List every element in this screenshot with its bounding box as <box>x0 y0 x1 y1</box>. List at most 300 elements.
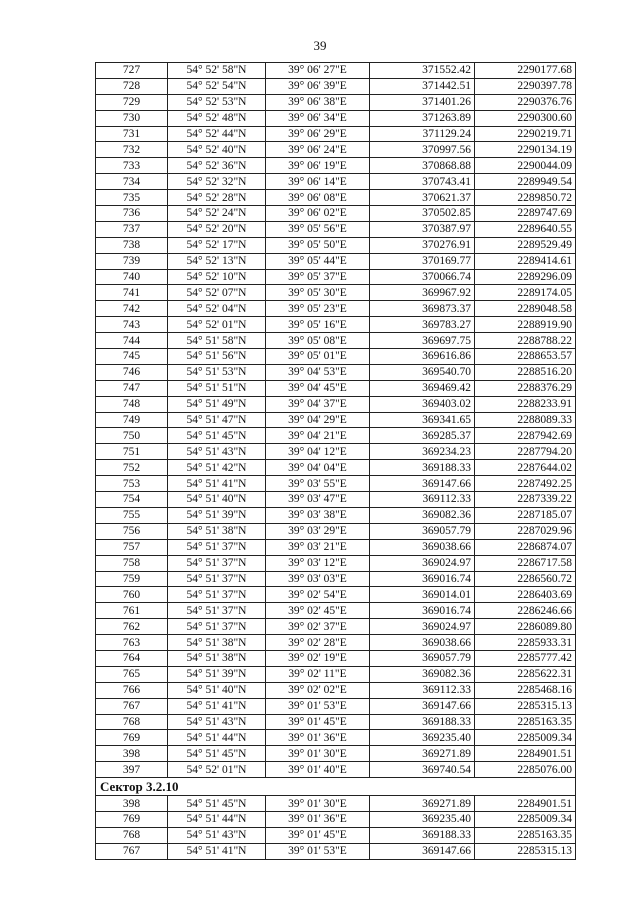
y-coordinate: 2288233.91 <box>475 396 576 412</box>
x-coordinate: 369341.65 <box>370 412 475 428</box>
x-coordinate: 369147.66 <box>370 698 475 714</box>
x-coordinate: 369697.75 <box>370 333 475 349</box>
x-coordinate: 369082.36 <box>370 666 475 682</box>
latitude: 54° 51' 45"N <box>168 746 266 762</box>
x-coordinate: 370997.56 <box>370 142 475 158</box>
y-coordinate: 2285163.35 <box>475 827 576 843</box>
point-number: 748 <box>96 396 168 412</box>
latitude: 54° 51' 39"N <box>168 507 266 523</box>
point-number: 756 <box>96 523 168 539</box>
point-number: 398 <box>96 746 168 762</box>
longitude: 39° 03' 47"E <box>266 492 370 508</box>
point-number: 734 <box>96 174 168 190</box>
y-coordinate: 2289640.55 <box>475 221 576 237</box>
x-coordinate: 369057.79 <box>370 523 475 539</box>
longitude: 39° 06' 29"E <box>266 126 370 142</box>
y-coordinate: 2285076.00 <box>475 762 576 778</box>
y-coordinate: 2286560.72 <box>475 571 576 587</box>
y-coordinate: 2287185.07 <box>475 507 576 523</box>
x-coordinate: 369112.33 <box>370 492 475 508</box>
point-number: 728 <box>96 78 168 94</box>
longitude: 39° 04' 04"E <box>266 460 370 476</box>
longitude: 39° 02' 54"E <box>266 587 370 603</box>
table-row <box>96 364 576 380</box>
longitude: 39° 06' 14"E <box>266 174 370 190</box>
point-number: 730 <box>96 110 168 126</box>
table-row <box>96 666 576 682</box>
point-number: 768 <box>96 827 168 843</box>
x-coordinate: 371129.24 <box>370 126 475 142</box>
x-coordinate: 369235.40 <box>370 811 475 827</box>
y-coordinate: 2284901.51 <box>475 746 576 762</box>
point-number: 742 <box>96 301 168 317</box>
point-number: 732 <box>96 142 168 158</box>
x-coordinate: 369234.23 <box>370 444 475 460</box>
y-coordinate: 2289949.54 <box>475 174 576 190</box>
table-row <box>96 523 576 539</box>
table-row <box>96 190 576 206</box>
table-row <box>96 555 576 571</box>
section-header <box>96 778 576 796</box>
table-row <box>96 827 576 843</box>
point-number: 769 <box>96 730 168 746</box>
table-row <box>96 269 576 285</box>
table-row <box>96 730 576 746</box>
x-coordinate: 370621.37 <box>370 190 475 206</box>
table-row <box>96 539 576 555</box>
point-number: 738 <box>96 237 168 253</box>
latitude: 54° 51' 45"N <box>168 796 266 812</box>
table-row <box>96 110 576 126</box>
latitude: 54° 51' 49"N <box>168 396 266 412</box>
y-coordinate: 2287339.22 <box>475 492 576 508</box>
longitude: 39° 06' 27"E <box>266 63 370 79</box>
latitude: 54° 51' 37"N <box>168 571 266 587</box>
x-coordinate: 369038.66 <box>370 635 475 651</box>
x-coordinate: 369057.79 <box>370 650 475 666</box>
table-row <box>96 444 576 460</box>
point-number: 735 <box>96 190 168 206</box>
longitude: 39° 01' 36"E <box>266 730 370 746</box>
x-coordinate: 369967.92 <box>370 285 475 301</box>
y-coordinate: 2290397.78 <box>475 78 576 94</box>
longitude: 39° 02' 19"E <box>266 650 370 666</box>
point-number: 754 <box>96 492 168 508</box>
latitude: 54° 52' 24"N <box>168 206 266 222</box>
longitude: 39° 06' 24"E <box>266 142 370 158</box>
latitude: 54° 51' 43"N <box>168 827 266 843</box>
point-number: 741 <box>96 285 168 301</box>
point-number: 398 <box>96 796 168 812</box>
latitude: 54° 51' 43"N <box>168 714 266 730</box>
point-number: 747 <box>96 380 168 396</box>
latitude: 54° 51' 53"N <box>168 364 266 380</box>
x-coordinate: 369188.33 <box>370 827 475 843</box>
longitude: 39° 01' 40"E <box>266 762 370 778</box>
latitude: 54° 52' 20"N <box>168 221 266 237</box>
y-coordinate: 2285777.42 <box>475 650 576 666</box>
page-number: 39 <box>313 38 327 53</box>
point-number: 753 <box>96 476 168 492</box>
y-coordinate: 2288788.22 <box>475 333 576 349</box>
x-coordinate: 369112.33 <box>370 682 475 698</box>
latitude: 54° 52' 01"N <box>168 762 266 778</box>
y-coordinate: 2289529.49 <box>475 237 576 253</box>
point-number: 751 <box>96 444 168 460</box>
table-row <box>96 460 576 476</box>
x-coordinate: 369147.66 <box>370 476 475 492</box>
x-coordinate: 370276.91 <box>370 237 475 253</box>
point-number: 731 <box>96 126 168 142</box>
latitude: 54° 51' 37"N <box>168 603 266 619</box>
longitude: 39° 03' 12"E <box>266 555 370 571</box>
latitude: 54° 51' 37"N <box>168 539 266 555</box>
longitude: 39° 05' 16"E <box>266 317 370 333</box>
latitude: 54° 51' 56"N <box>168 349 266 365</box>
point-number: 767 <box>96 843 168 859</box>
x-coordinate: 369403.02 <box>370 396 475 412</box>
x-coordinate: 369271.89 <box>370 746 475 762</box>
point-number: 752 <box>96 460 168 476</box>
point-number: 758 <box>96 555 168 571</box>
longitude: 39° 02' 37"E <box>266 619 370 635</box>
point-number: 397 <box>96 762 168 778</box>
table-row <box>96 714 576 730</box>
latitude: 54° 51' 37"N <box>168 619 266 635</box>
latitude: 54° 52' 32"N <box>168 174 266 190</box>
x-coordinate: 369188.33 <box>370 714 475 730</box>
x-coordinate: 369235.40 <box>370 730 475 746</box>
longitude: 39° 02' 11"E <box>266 666 370 682</box>
x-coordinate: 370169.77 <box>370 253 475 269</box>
y-coordinate: 2288653.57 <box>475 349 576 365</box>
y-coordinate: 2290300.60 <box>475 110 576 126</box>
y-coordinate: 2287794.20 <box>475 444 576 460</box>
latitude: 54° 52' 28"N <box>168 190 266 206</box>
point-number: 740 <box>96 269 168 285</box>
longitude: 39° 05' 30"E <box>266 285 370 301</box>
point-number: 769 <box>96 811 168 827</box>
x-coordinate: 369016.74 <box>370 571 475 587</box>
table-row <box>96 94 576 110</box>
y-coordinate: 2285933.31 <box>475 635 576 651</box>
x-coordinate: 371401.26 <box>370 94 475 110</box>
x-coordinate: 369082.36 <box>370 507 475 523</box>
y-coordinate: 2289048.58 <box>475 301 576 317</box>
y-coordinate: 2290219.71 <box>475 126 576 142</box>
table-row <box>96 603 576 619</box>
longitude: 39° 04' 29"E <box>266 412 370 428</box>
y-coordinate: 2286717.58 <box>475 555 576 571</box>
longitude: 39° 06' 19"E <box>266 158 370 174</box>
point-number: 767 <box>96 698 168 714</box>
longitude: 39° 03' 21"E <box>266 539 370 555</box>
longitude: 39° 03' 55"E <box>266 476 370 492</box>
y-coordinate: 2289850.72 <box>475 190 576 206</box>
point-number: 761 <box>96 603 168 619</box>
point-number: 736 <box>96 206 168 222</box>
x-coordinate: 369038.66 <box>370 539 475 555</box>
y-coordinate: 2285009.34 <box>475 811 576 827</box>
y-coordinate: 2284901.51 <box>475 796 576 812</box>
latitude: 54° 51' 41"N <box>168 698 266 714</box>
point-number: 764 <box>96 650 168 666</box>
table-row <box>96 571 576 587</box>
table-row <box>96 317 576 333</box>
y-coordinate: 2286246.66 <box>475 603 576 619</box>
x-coordinate: 371552.42 <box>370 63 475 79</box>
latitude: 54° 51' 37"N <box>168 587 266 603</box>
longitude: 39° 06' 02"E <box>266 206 370 222</box>
latitude: 54° 51' 40"N <box>168 682 266 698</box>
longitude: 39° 01' 36"E <box>266 811 370 827</box>
point-number: 766 <box>96 682 168 698</box>
table-row <box>96 380 576 396</box>
latitude: 54° 51' 44"N <box>168 811 266 827</box>
longitude: 39° 02' 28"E <box>266 635 370 651</box>
latitude: 54° 51' 38"N <box>168 523 266 539</box>
x-coordinate: 369285.37 <box>370 428 475 444</box>
x-coordinate: 370868.88 <box>370 158 475 174</box>
longitude: 39° 01' 53"E <box>266 843 370 859</box>
table-row <box>96 63 576 79</box>
y-coordinate: 2285315.13 <box>475 698 576 714</box>
table-row <box>96 796 576 812</box>
table-row <box>96 396 576 412</box>
longitude: 39° 01' 30"E <box>266 746 370 762</box>
latitude: 54° 52' 01"N <box>168 317 266 333</box>
latitude: 54° 51' 41"N <box>168 843 266 859</box>
y-coordinate: 2288376.29 <box>475 380 576 396</box>
table-row <box>96 301 576 317</box>
table-row <box>96 762 576 778</box>
y-coordinate: 2287029.96 <box>475 523 576 539</box>
point-number: 749 <box>96 412 168 428</box>
latitude: 54° 52' 17"N <box>168 237 266 253</box>
point-number: 759 <box>96 571 168 587</box>
point-number: 745 <box>96 349 168 365</box>
point-number: 757 <box>96 539 168 555</box>
table-row <box>96 811 576 827</box>
point-number: 763 <box>96 635 168 651</box>
longitude: 39° 02' 02"E <box>266 682 370 698</box>
x-coordinate: 370502.85 <box>370 206 475 222</box>
y-coordinate: 2286874.07 <box>475 539 576 555</box>
x-coordinate: 369024.97 <box>370 555 475 571</box>
y-coordinate: 2288089.33 <box>475 412 576 428</box>
y-coordinate: 2289747.69 <box>475 206 576 222</box>
latitude: 54° 51' 44"N <box>168 730 266 746</box>
longitude: 39° 01' 30"E <box>266 796 370 812</box>
y-coordinate: 2285622.31 <box>475 666 576 682</box>
point-number: 733 <box>96 158 168 174</box>
longitude: 39° 05' 56"E <box>266 221 370 237</box>
y-coordinate: 2289414.61 <box>475 253 576 269</box>
point-number: 744 <box>96 333 168 349</box>
point-number: 743 <box>96 317 168 333</box>
y-coordinate: 2288919.90 <box>475 317 576 333</box>
latitude: 54° 51' 39"N <box>168 666 266 682</box>
section-title-row <box>96 778 576 796</box>
table-row <box>96 507 576 523</box>
table-row <box>96 142 576 158</box>
table-row <box>96 253 576 269</box>
table-row <box>96 126 576 142</box>
point-number: 737 <box>96 221 168 237</box>
table-row <box>96 843 576 859</box>
x-coordinate: 369024.97 <box>370 619 475 635</box>
longitude: 39° 02' 45"E <box>266 603 370 619</box>
longitude: 39° 01' 53"E <box>266 698 370 714</box>
table-row <box>96 333 576 349</box>
point-number: 746 <box>96 364 168 380</box>
latitude: 54° 51' 42"N <box>168 460 266 476</box>
longitude: 39° 05' 01"E <box>266 349 370 365</box>
y-coordinate: 2289296.09 <box>475 269 576 285</box>
y-coordinate: 2286089.80 <box>475 619 576 635</box>
point-number: 762 <box>96 619 168 635</box>
table-row <box>96 174 576 190</box>
x-coordinate: 369616.86 <box>370 349 475 365</box>
longitude: 39° 06' 39"E <box>266 78 370 94</box>
longitude: 39° 03' 29"E <box>266 523 370 539</box>
longitude: 39° 05' 50"E <box>266 237 370 253</box>
latitude: 54° 52' 13"N <box>168 253 266 269</box>
x-coordinate: 369873.37 <box>370 301 475 317</box>
y-coordinate: 2285009.34 <box>475 730 576 746</box>
y-coordinate: 2285315.13 <box>475 843 576 859</box>
longitude: 39° 04' 21"E <box>266 428 370 444</box>
latitude: 54° 52' 54"N <box>168 78 266 94</box>
table-row <box>96 206 576 222</box>
latitude: 54° 51' 38"N <box>168 650 266 666</box>
latitude: 54° 51' 45"N <box>168 428 266 444</box>
table-row <box>96 412 576 428</box>
coordinates-table <box>95 62 576 860</box>
latitude: 54° 52' 40"N <box>168 142 266 158</box>
latitude: 54° 51' 58"N <box>168 333 266 349</box>
longitude: 39° 05' 37"E <box>266 269 370 285</box>
x-coordinate: 371442.51 <box>370 78 475 94</box>
point-number: 729 <box>96 94 168 110</box>
longitude: 39° 06' 38"E <box>266 94 370 110</box>
longitude: 39° 03' 03"E <box>266 571 370 587</box>
x-coordinate: 369740.54 <box>370 762 475 778</box>
longitude: 39° 05' 44"E <box>266 253 370 269</box>
point-number: 765 <box>96 666 168 682</box>
point-number: 727 <box>96 63 168 79</box>
point-number: 739 <box>96 253 168 269</box>
section-table-body <box>96 796 576 860</box>
latitude: 54° 51' 37"N <box>168 555 266 571</box>
latitude: 54° 51' 47"N <box>168 412 266 428</box>
longitude: 39° 05' 08"E <box>266 333 370 349</box>
table-row <box>96 78 576 94</box>
latitude: 54° 51' 43"N <box>168 444 266 460</box>
longitude: 39° 04' 37"E <box>266 396 370 412</box>
latitude: 54° 51' 40"N <box>168 492 266 508</box>
point-number: 750 <box>96 428 168 444</box>
latitude: 54° 52' 44"N <box>168 126 266 142</box>
table-row <box>96 682 576 698</box>
y-coordinate: 2287644.02 <box>475 460 576 476</box>
y-coordinate: 2285468.16 <box>475 682 576 698</box>
y-coordinate: 2290134.19 <box>475 142 576 158</box>
y-coordinate: 2290177.68 <box>475 63 576 79</box>
y-coordinate: 2287942.69 <box>475 428 576 444</box>
table-row <box>96 492 576 508</box>
table-row <box>96 349 576 365</box>
latitude: 54° 52' 04"N <box>168 301 266 317</box>
x-coordinate: 371263.89 <box>370 110 475 126</box>
table-row <box>96 619 576 635</box>
table-row <box>96 428 576 444</box>
longitude: 39° 04' 53"E <box>266 364 370 380</box>
table-row <box>96 476 576 492</box>
y-coordinate: 2289174.05 <box>475 285 576 301</box>
latitude: 54° 52' 36"N <box>168 158 266 174</box>
longitude: 39° 04' 45"E <box>266 380 370 396</box>
point-number: 760 <box>96 587 168 603</box>
latitude: 54° 52' 07"N <box>168 285 266 301</box>
longitude: 39° 06' 34"E <box>266 110 370 126</box>
table-row <box>96 698 576 714</box>
x-coordinate: 369188.33 <box>370 460 475 476</box>
table-row <box>96 650 576 666</box>
y-coordinate: 2286403.69 <box>475 587 576 603</box>
y-coordinate: 2285163.35 <box>475 714 576 730</box>
latitude: 54° 51' 41"N <box>168 476 266 492</box>
table-row <box>96 587 576 603</box>
table-row <box>96 158 576 174</box>
latitude: 54° 51' 51"N <box>168 380 266 396</box>
x-coordinate: 369147.66 <box>370 843 475 859</box>
point-number: 755 <box>96 507 168 523</box>
latitude: 54° 52' 48"N <box>168 110 266 126</box>
x-coordinate: 369540.70 <box>370 364 475 380</box>
x-coordinate: 369014.01 <box>370 587 475 603</box>
longitude: 39° 04' 12"E <box>266 444 370 460</box>
y-coordinate: 2290376.76 <box>475 94 576 110</box>
section-title: Сектор 3.2.10 <box>96 778 576 796</box>
table-row <box>96 221 576 237</box>
table-row <box>96 635 576 651</box>
x-coordinate: 370743.41 <box>370 174 475 190</box>
latitude: 54° 52' 58"N <box>168 63 266 79</box>
latitude: 54° 52' 53"N <box>168 94 266 110</box>
longitude: 39° 06' 08"E <box>266 190 370 206</box>
x-coordinate: 369469.42 <box>370 380 475 396</box>
latitude: 54° 52' 10"N <box>168 269 266 285</box>
y-coordinate: 2287492.25 <box>475 476 576 492</box>
x-coordinate: 369271.89 <box>370 796 475 812</box>
longitude: 39° 05' 23"E <box>266 301 370 317</box>
x-coordinate: 369016.74 <box>370 603 475 619</box>
table-row <box>96 285 576 301</box>
x-coordinate: 370387.97 <box>370 221 475 237</box>
table-row <box>96 746 576 762</box>
longitude: 39° 01' 45"E <box>266 827 370 843</box>
point-number: 768 <box>96 714 168 730</box>
y-coordinate: 2288516.20 <box>475 364 576 380</box>
longitude: 39° 03' 38"E <box>266 507 370 523</box>
coordinates-table-body <box>96 63 576 778</box>
x-coordinate: 370066.74 <box>370 269 475 285</box>
longitude: 39° 01' 45"E <box>266 714 370 730</box>
table-row <box>96 237 576 253</box>
y-coordinate: 2290044.09 <box>475 158 576 174</box>
latitude: 54° 51' 38"N <box>168 635 266 651</box>
